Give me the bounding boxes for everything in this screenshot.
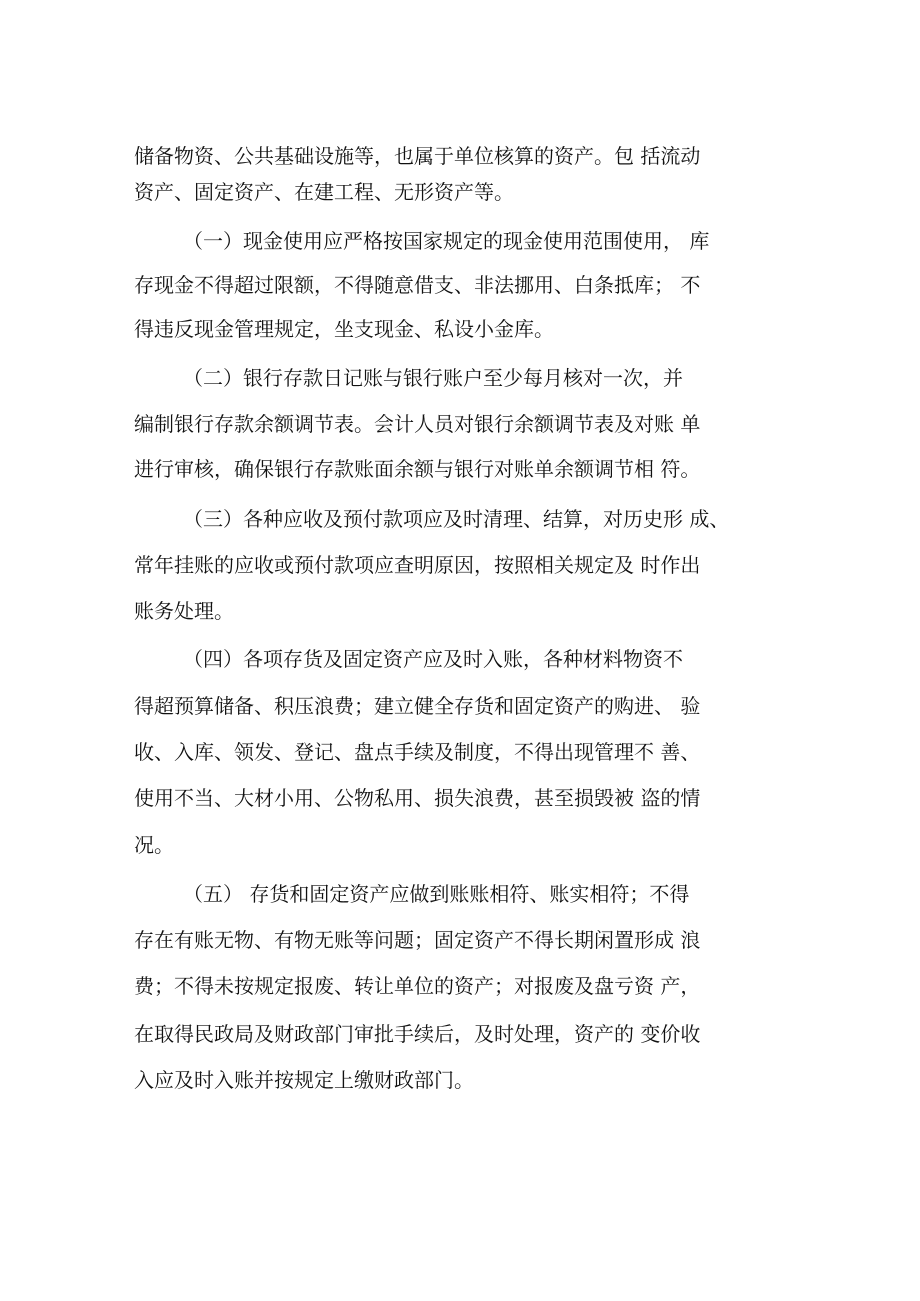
- text-line: 收、入库、领发、登记、盘点手续及制度，不得出现管理不 善、: [134, 740, 701, 764]
- text-line: （三）各种应收及预付款项应及时清理、结算，对历史形 成、: [183, 507, 730, 531]
- text-line: 资产、固定资产、在建工程、无形资产等。: [134, 180, 514, 204]
- text-line: 得超预算储备、积压浪费；建立健全存货和固定资产的购进、 验: [134, 694, 701, 718]
- text-line: 储备物资、公共基础设施等，也属于单位核算的资产。包 括流动: [134, 144, 701, 168]
- text-line: 存现金不得超过限额，不得随意借支、非法挪用、白条抵库； 不: [134, 273, 701, 297]
- text-line: 入应及时入账并按规定上缴财政部门。: [134, 1068, 474, 1092]
- text-line: （四）各项存货及固定资产应及时入账，各种材料物资不: [183, 647, 683, 671]
- text-line: 存在有账无物、有物无账等问题；固定资产不得长期闲置形成 浪: [134, 928, 701, 952]
- text-line: 在取得民政局及财政部门审批手续后，及时处理，资产的 变价收: [134, 1022, 701, 1046]
- text-line: （一）现金使用应严格按国家规定的现金使用范围使用， 库: [183, 229, 710, 253]
- text-line: 编制银行存款余额调节表。会计人员对银行余额调节表及对账 单: [134, 412, 701, 436]
- text-line: 得违反现金管理规定，坐支现金、私设小金库。: [134, 317, 554, 341]
- text-line: （二）银行存款日记账与银行账户至少每月核对一次，并: [183, 366, 683, 390]
- text-line: 费；不得未按规定报废、转让单位的资产；对报废及盘亏资 产，: [134, 974, 701, 998]
- text-line: 进行审核，确保银行存款账面余额与银行对账单余额调节相 符。: [134, 457, 701, 481]
- text-line: （五） 存货和固定资产应做到账账相符、账实相符；不得: [183, 882, 690, 906]
- text-line: 况。: [134, 833, 174, 857]
- text-line: 常年挂账的应收或预付款项应查明原因，按照相关规定及 时作出: [134, 553, 701, 577]
- text-line: 账务处理。: [134, 599, 234, 623]
- text-line: 使用不当、大材小用、公物私用、损失浪费，甚至损毁被 盗的情: [134, 786, 701, 810]
